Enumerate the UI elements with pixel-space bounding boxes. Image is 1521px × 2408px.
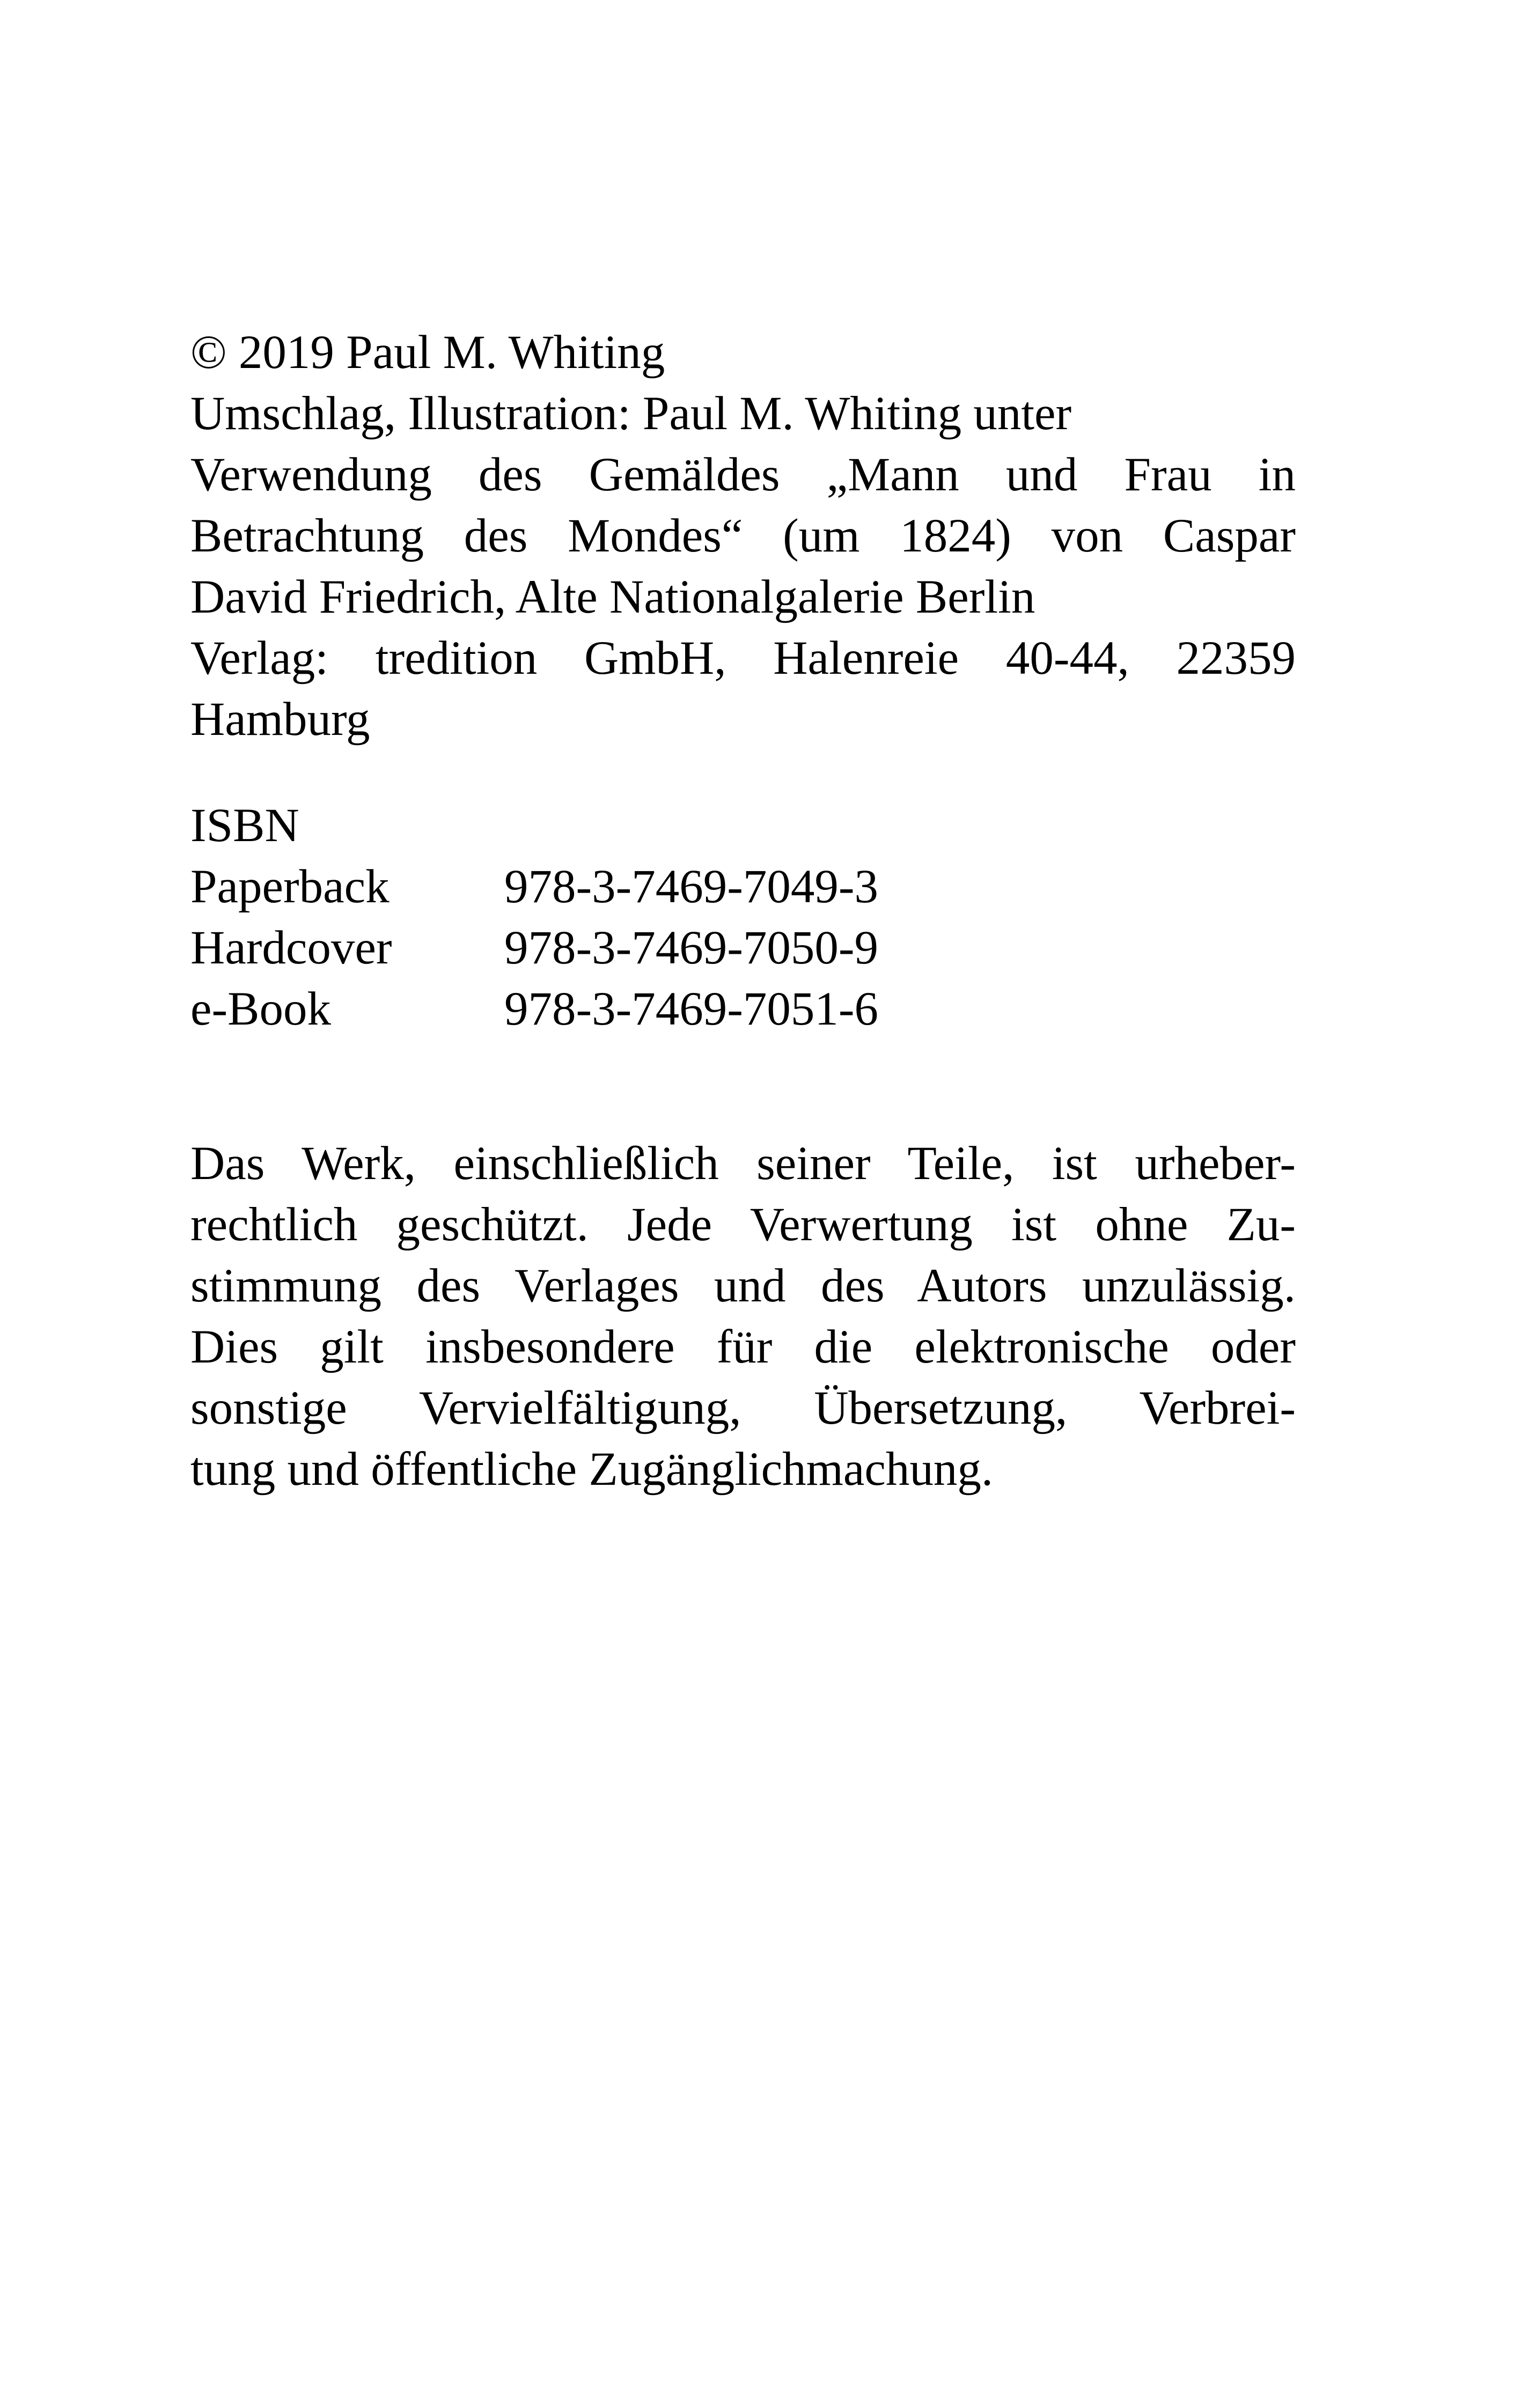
cover-credit-line: Betrachtung des Mondes“ (um 1824) von Caspar <box>190 510 1296 562</box>
cover-credit-line: David Friedrich, Alte Nationalgalerie Berlin <box>190 571 1035 623</box>
legal-line: sonstige Vervielfältigung, Übersetzung, Verbrei- <box>190 1382 1296 1434</box>
isbn-section <box>190 795 1296 1040</box>
imprint-block <box>190 322 1296 750</box>
isbn-number: 978-3-7469-7049-3 <box>504 860 879 913</box>
publisher-line: Verlag: tredition GmbH, Halenreie 40-44, 22359 <box>190 632 1296 684</box>
publisher-line: Hamburg <box>190 693 370 746</box>
isbn-format: Hardcover <box>190 922 392 974</box>
legal-line: Das Werk, einschließlich seiner Teile, ist urheber- <box>190 1137 1296 1190</box>
copyright-line: © 2019 Paul M. Whiting <box>190 326 665 379</box>
legal-line: tung und öffentliche Zugänglichmachung. <box>190 1443 994 1496</box>
cover-credit-line: Umschlag, Illustration: Paul M. Whiting unter <box>190 387 1072 440</box>
isbn-row <box>190 856 1296 917</box>
isbn-row <box>190 917 1296 978</box>
legal-line: stimmung des Verlages und des Autors unzulässig. <box>190 1260 1296 1312</box>
cover-credit-line: Verwendung des Gemäldes „Mann und Frau in <box>190 448 1296 501</box>
isbn-number: 978-3-7469-7051-6 <box>504 983 879 1035</box>
isbn-format: e-Book <box>190 983 332 1035</box>
isbn-heading: ISBN <box>190 799 299 852</box>
legal-line: Dies gilt insbesondere für die elektronische oder <box>190 1321 1296 1373</box>
legal-line: rechtlich geschützt. Jede Verwertung ist ohne Zu- <box>190 1198 1296 1251</box>
isbn-number: 978-3-7469-7050-9 <box>504 922 879 974</box>
imprint-page <box>190 322 1296 1500</box>
isbn-row <box>190 978 1296 1040</box>
legal-notice <box>190 1133 1296 1500</box>
isbn-format: Paperback <box>190 860 390 913</box>
